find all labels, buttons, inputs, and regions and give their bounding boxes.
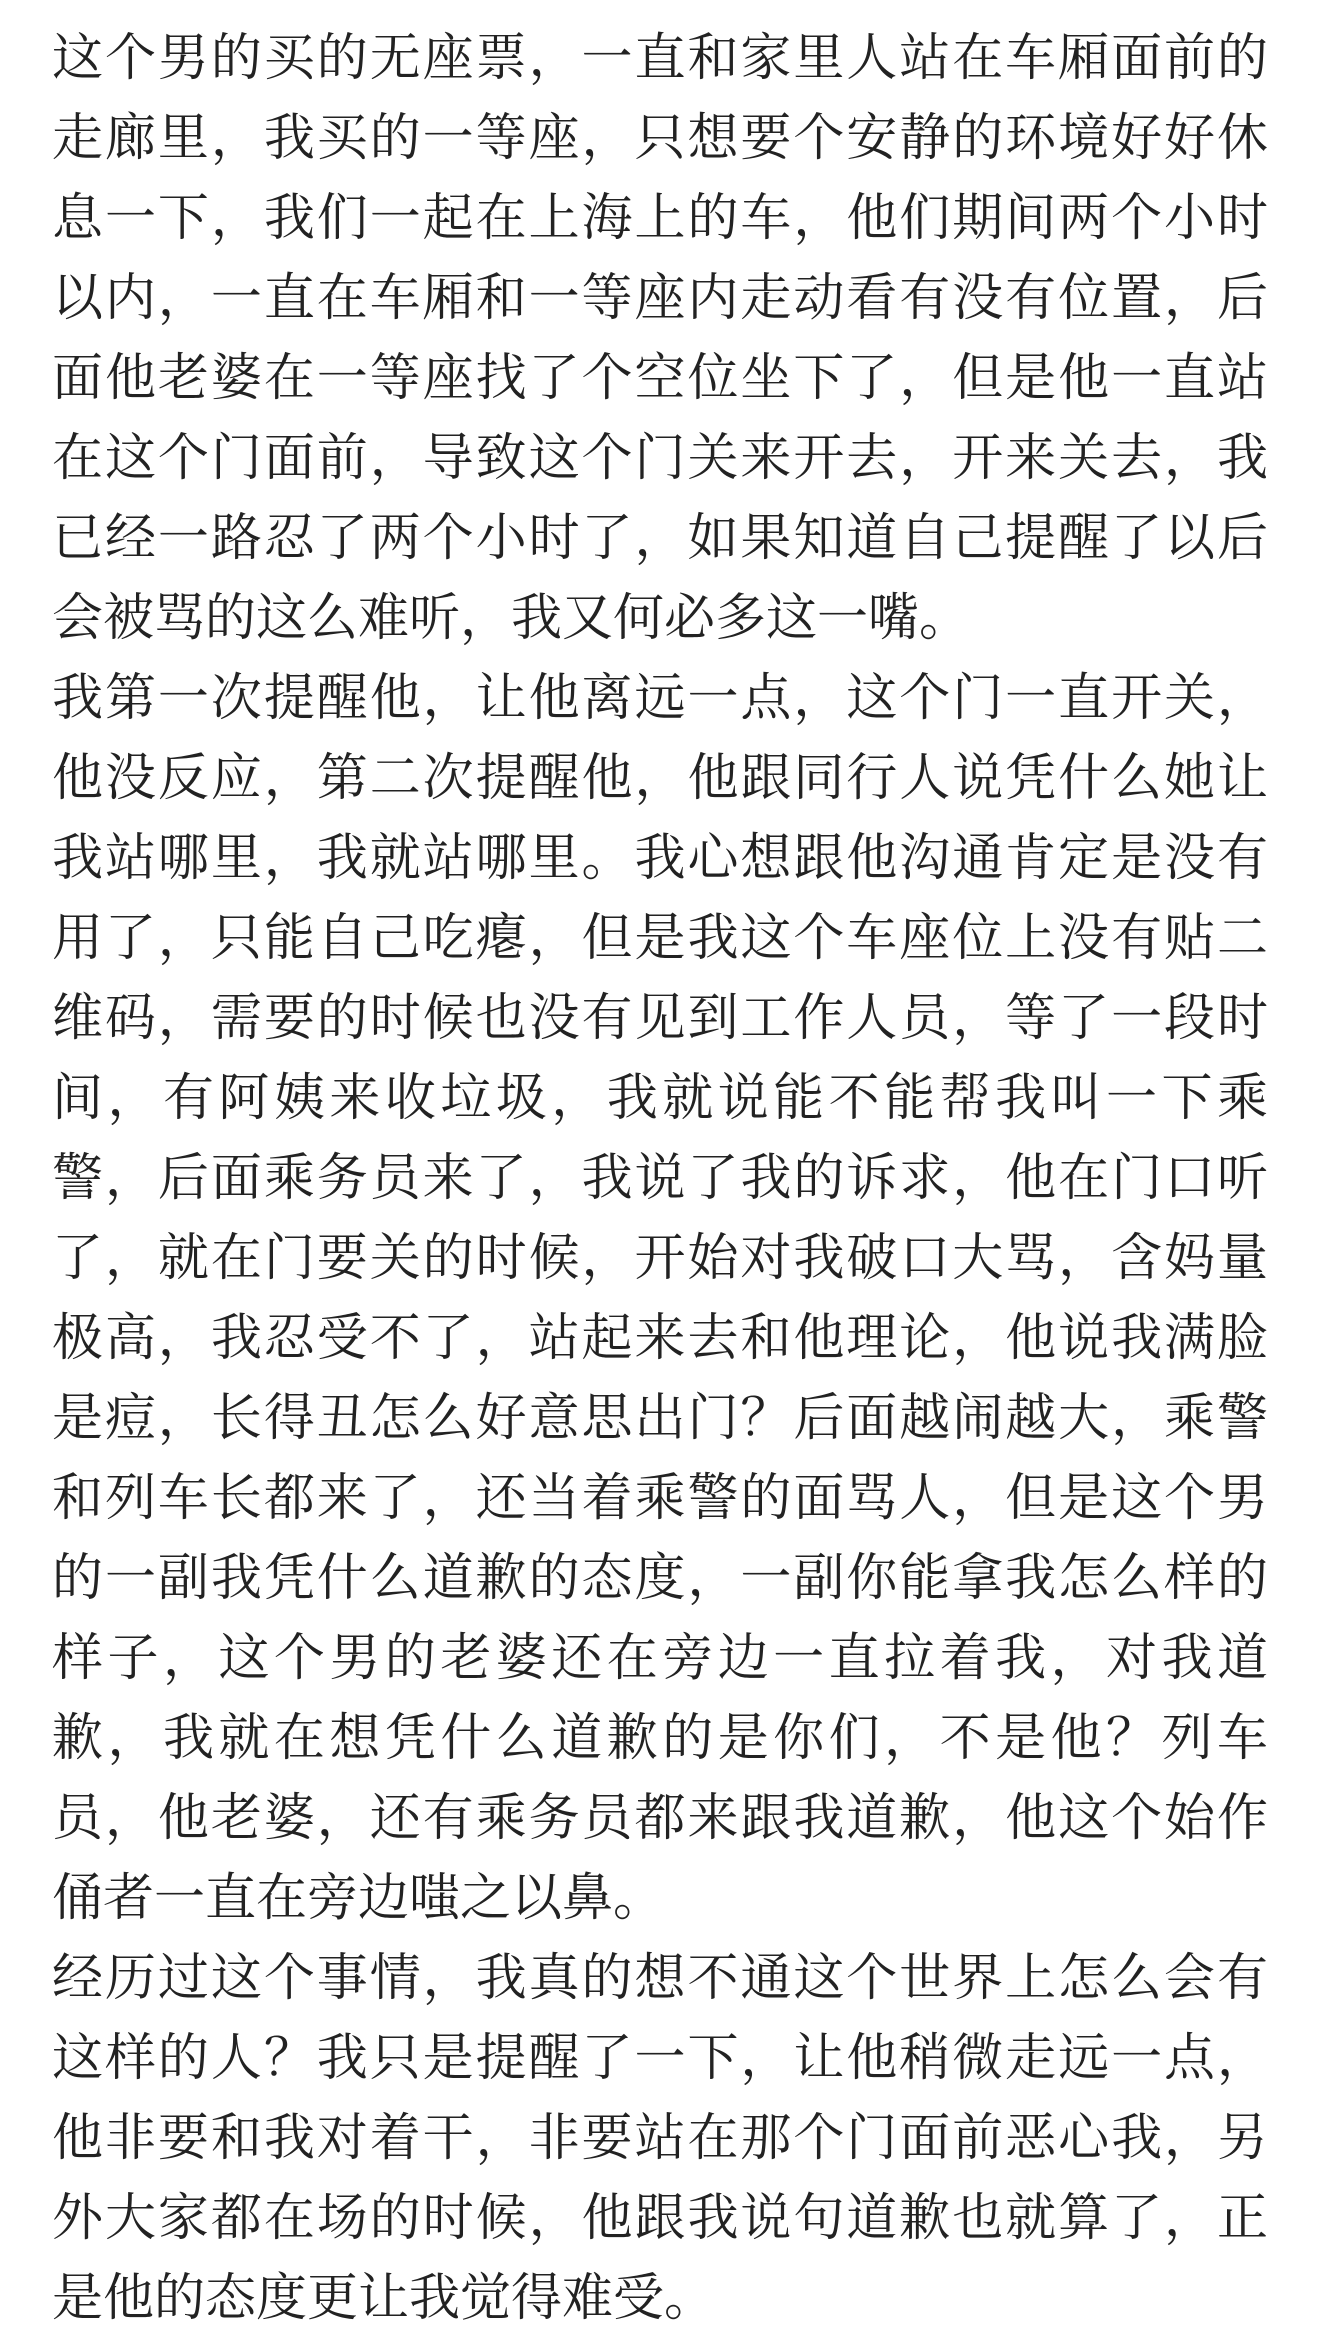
paragraph-3: 经历过这个事情，我真的想不通这个世界上怎么会有这样的人？我只是提醒了一下，让他稍微走远一点，他非要和我对着干，非要站在那个门面前恶心我，另外大家都在场的时候，他跟我说句道歉也就算了，正是他的态度更让我觉得难受。 xyxy=(52,1949,1268,2328)
paragraph-1: 这个男的买的无座票，一直和家里人站在车厢面前的走廊里，我买的一等座，只想要个安静的环境好好休息一下，我们一起在上海上的车，他们期间两个小时以内，一直在车厢和一等座内走动看有没有位置，后面他老婆在一等座找了个空位坐下了，但是他一直站在这个门面前，导致这个门关来开去，开来关去，我已经一路忍了两个小时了，如果知道自己提醒了以后会被骂的这么难听，我又何必多这一嘴。 xyxy=(52,29,1268,648)
paragraph-2: 我第一次提醒他，让他离远一点，这个门一直开关，他没反应，第二次提醒他，他跟同行人说凭什么她让我站哪里，我就站哪里。我心想跟他沟通肯定是没有用了，只能自己吃瘪，但是我这个车座位上没有贴二维码，需要的时候也没有见到工作人员，等了一段时间，有阿姨来收垃圾，我就说能不能帮我叫一下乘警，后面乘务员来了，我说了我的诉求，他在门口听了，就在门要关的时候，开始对我破口大骂，含妈量极高，我忍受不了，站起来去和他理论，他说我满脸是痘，长得丑怎么好意思出门？后面越闹越大，乘警和列车长都来了，还当着乘警的面骂人，但是这个男的一副我凭什么道歉的态度，一副你能拿我怎么样的样子，这个男的老婆还在旁边一直拉着我，对我道歉，我就在想凭什么道歉的是你们，不是他？列车员，他老婆，还有乘务员都来跟我道歉，他这个始作俑者一直在旁边嗤之以鼻。 xyxy=(52,669,1268,1928)
post-body xyxy=(52,0,1268,2339)
